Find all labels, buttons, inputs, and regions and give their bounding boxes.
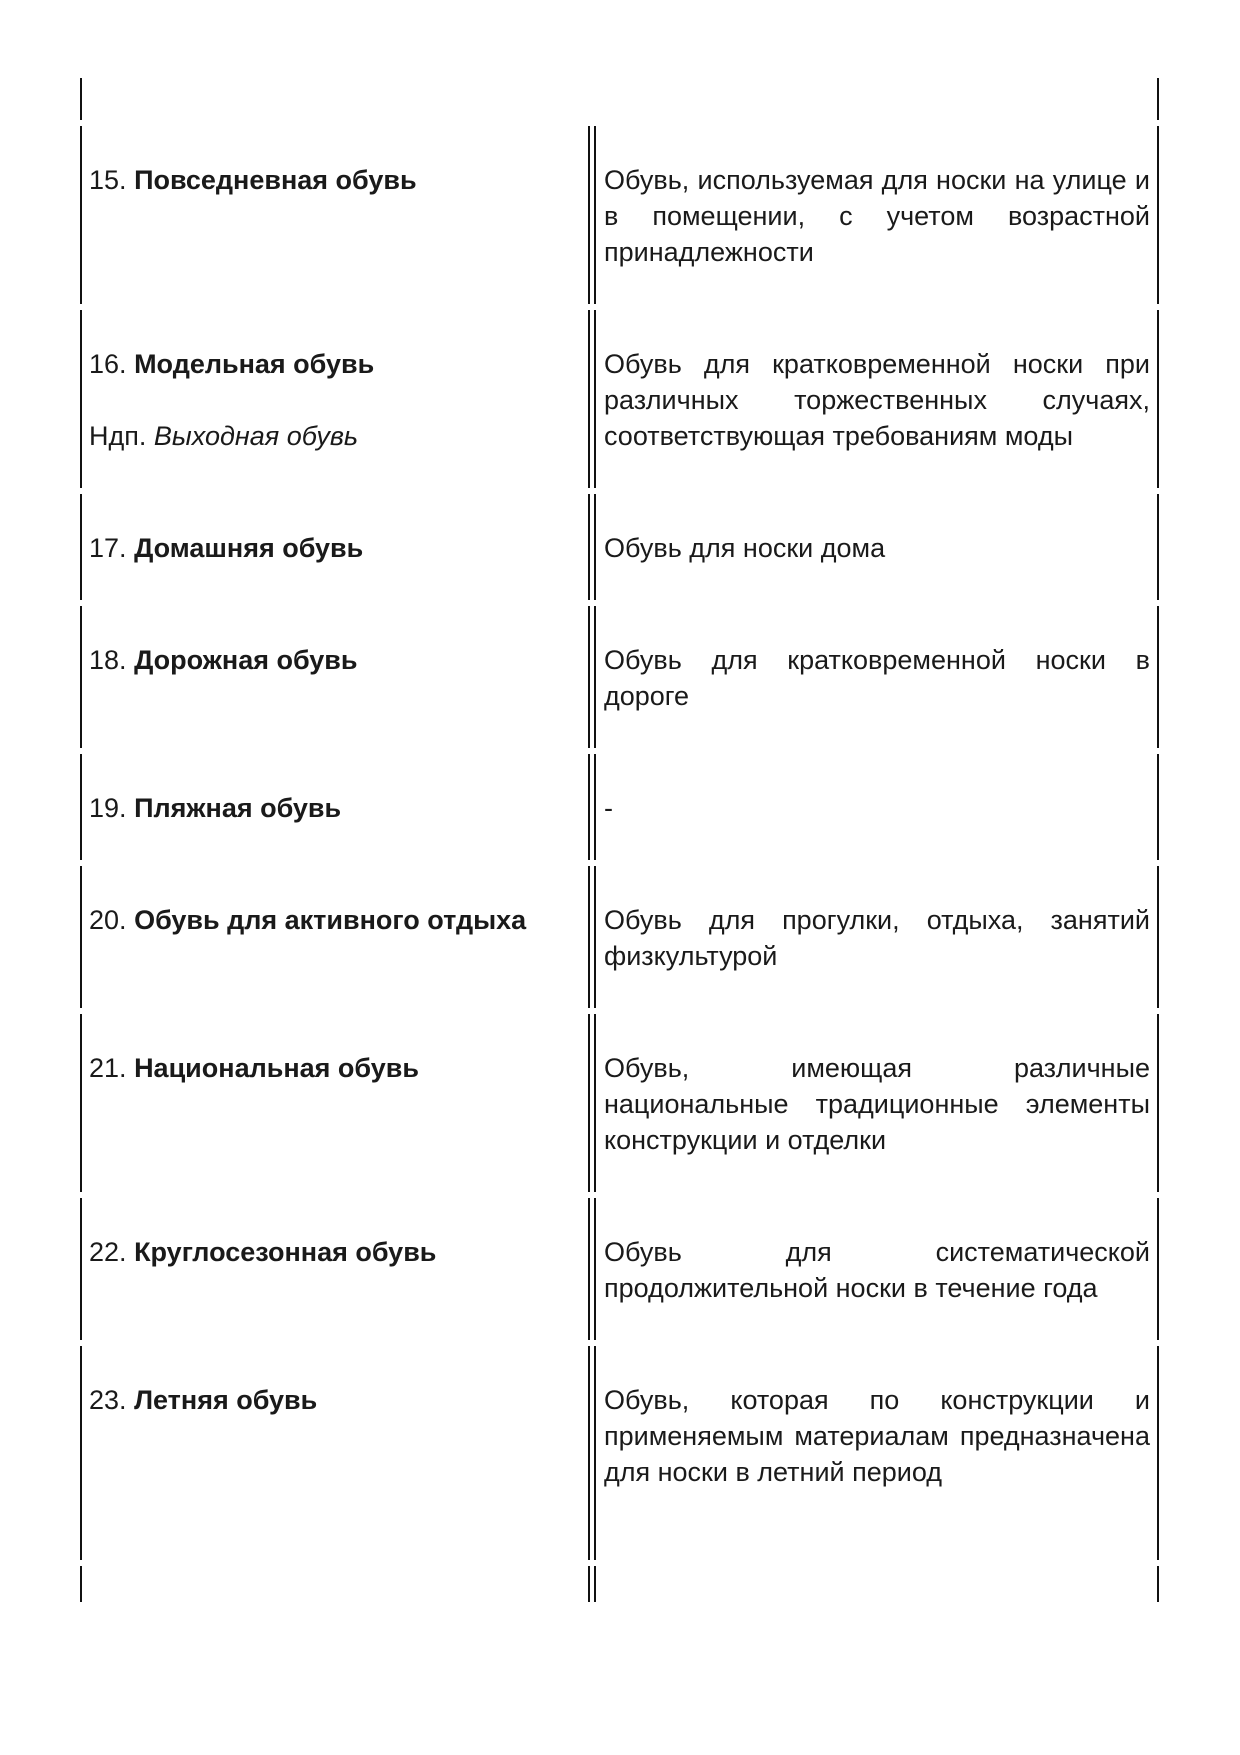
table-border-left (80, 866, 82, 1008)
table-border-left (80, 494, 82, 600)
term-number: 18. (89, 645, 127, 675)
deprecated-prefix: Ндп. (89, 421, 147, 451)
table-row (0, 126, 1240, 304)
table-row (0, 310, 1240, 488)
column-divider (594, 126, 596, 304)
term-number: 15. (89, 165, 127, 195)
column-divider (588, 1346, 590, 1560)
table-border-right (1157, 494, 1159, 600)
term-name: Круглосезонная обувь (134, 1237, 437, 1267)
table-border-left (80, 606, 82, 748)
table-border-left (80, 1014, 82, 1192)
column-divider (588, 494, 590, 600)
term-number: 23. (89, 1385, 127, 1415)
table-border-left (80, 126, 82, 304)
term-number: 21. (89, 1053, 127, 1083)
column-divider (594, 1566, 596, 1602)
table-row (0, 494, 1240, 600)
table-border-right (1157, 1566, 1159, 1602)
table-row (0, 1014, 1240, 1192)
column-divider (594, 754, 596, 860)
table-row (0, 1198, 1240, 1340)
table-border-right (1157, 866, 1159, 1008)
table-border-right (1157, 126, 1159, 304)
deprecated-term-name: Выходная обувь (153, 421, 359, 451)
term-name: Обувь для активного отдыха (134, 905, 527, 935)
table-border-left (80, 78, 82, 120)
table-border-left (80, 310, 82, 488)
column-divider (594, 606, 596, 748)
definition-cell: Обувь, используемая для носки на улице и в помещении, с учетом возрастной принадлежности (604, 165, 1150, 267)
definition-cell: Обувь для носки дома (604, 533, 886, 563)
column-divider (594, 1014, 596, 1192)
table-border-right (1157, 1346, 1159, 1560)
term-name: Дорожная обувь (134, 645, 358, 675)
column-divider (588, 866, 590, 1008)
table-border-right (1157, 1014, 1159, 1192)
table-border-right (1157, 754, 1159, 860)
column-divider (594, 310, 596, 488)
table-border-right (1157, 310, 1159, 488)
term-cell (89, 162, 579, 198)
term-cell (89, 790, 579, 826)
table-border-left (80, 1346, 82, 1560)
table-row (0, 606, 1240, 748)
column-divider (594, 866, 596, 1008)
definition-cell: Обувь для кратковременной носки при различных торжественных случаях, соответствующая требованиям моды (604, 349, 1150, 451)
definition-cell: Обувь, которая по конструкции и применяемым материалам предназначена для носки в летний период (604, 1385, 1150, 1487)
column-divider (588, 310, 590, 488)
definition-cell: Обувь для прогулки, отдыха, занятий физкультурой (604, 905, 1150, 971)
column-divider (594, 1346, 596, 1560)
table-border-left (80, 1198, 82, 1340)
term-number: 16. (89, 349, 127, 379)
term-name: Повседневная обувь (134, 165, 417, 195)
term-cell (89, 530, 579, 566)
table-border-right (1157, 78, 1159, 120)
table-border-right (1157, 1198, 1159, 1340)
term-cell (89, 902, 579, 938)
table-row (0, 866, 1240, 1008)
term-cell (89, 1050, 579, 1086)
term-cell (89, 1382, 579, 1418)
term-name: Домашняя обувь (134, 533, 364, 563)
column-divider (588, 754, 590, 860)
column-divider (588, 1014, 590, 1192)
term-name: Национальная обувь (134, 1053, 419, 1083)
table-border-left (80, 1566, 82, 1602)
term-cell (89, 642, 579, 678)
column-divider (588, 126, 590, 304)
deprecated-term (89, 418, 579, 454)
column-divider (588, 606, 590, 748)
definition-cell: Обувь для систематической продолжительной носки в течение года (604, 1237, 1150, 1303)
definition-cell: - (604, 793, 613, 823)
definition-cell: Обувь для кратковременной носки в дороге (604, 645, 1150, 711)
term-name: Пляжная обувь (134, 793, 342, 823)
term-number: 17. (89, 533, 127, 563)
term-number: 22. (89, 1237, 127, 1267)
table-border-left (80, 754, 82, 860)
column-divider (588, 1566, 590, 1602)
table-border-right (1157, 606, 1159, 748)
term-name: Модельная обувь (134, 349, 375, 379)
term-number: 20. (89, 905, 127, 935)
column-divider (594, 1198, 596, 1340)
term-cell (89, 346, 579, 454)
definition-cell: Обувь, имеющая различные национальные традиционные элементы конструкции и отделки (604, 1053, 1150, 1155)
term-number: 19. (89, 793, 127, 823)
table-row (0, 754, 1240, 860)
term-cell (89, 1234, 579, 1270)
column-divider (588, 1198, 590, 1340)
term-name: Летняя обувь (134, 1385, 318, 1415)
table-row (0, 1346, 1240, 1560)
column-divider (594, 494, 596, 600)
